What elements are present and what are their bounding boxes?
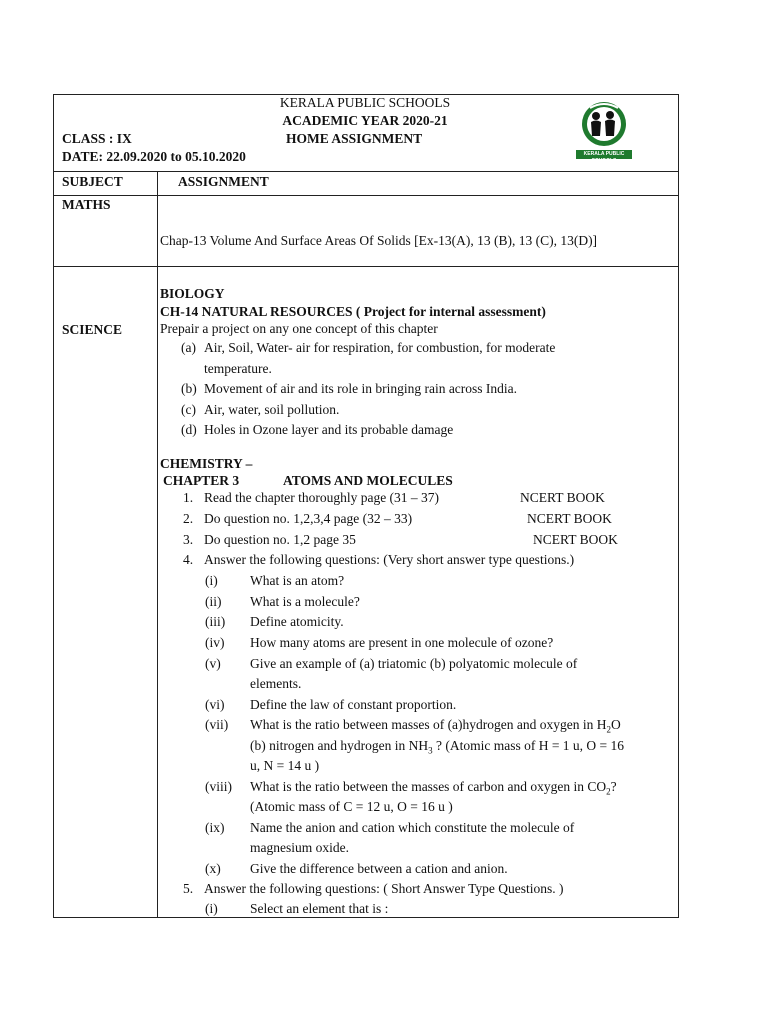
list-item: Movement of air and its role in bringing rain across India.	[204, 381, 518, 396]
list-item-marker: (c)	[181, 402, 196, 417]
subject-science: SCIENCE	[62, 322, 123, 337]
list-item-marker: (d)	[181, 422, 197, 437]
class-label: CLASS : IX	[62, 131, 132, 146]
question-text: (Atomic mass of C = 12 u, O = 16 u )	[250, 799, 453, 814]
task-text: Read the chapter thoroughly page (31 – 37)	[204, 490, 440, 505]
row-divider	[53, 171, 679, 172]
biology-chapter: CH-14 NATURAL RESOURCES ( Project for internal assessment)	[160, 304, 546, 319]
question-number: (viii)	[205, 779, 232, 794]
question-text: magnesium oxide.	[250, 840, 349, 855]
question-number: (i)	[205, 573, 218, 588]
task-text: Do question no. 1,2 page 35	[204, 532, 356, 547]
subject-header: SUBJECT	[62, 174, 123, 189]
question-text-part: What is the ratio between the masses of carbon and oxygen in CO	[250, 779, 607, 794]
question-text: Select an element that is :	[250, 901, 389, 916]
chemistry-chapter-title: ATOMS AND MOLECULES	[283, 473, 453, 488]
academic-year: ACADEMIC YEAR 2020-21	[282, 113, 448, 128]
question-number: (iv)	[205, 635, 225, 650]
question-text: u, N = 14 u )	[250, 758, 320, 773]
list-item: Air, water, soil pollution.	[204, 402, 340, 417]
list-item: Holes in Ozone layer and its probable damage	[204, 422, 454, 437]
chemistry-heading: CHEMISTRY –	[160, 456, 253, 471]
assignment-header: ASSIGNMENT	[178, 174, 269, 189]
question-text: Define atomicity.	[250, 614, 344, 629]
list-item: temperature.	[204, 361, 272, 376]
school-logo	[574, 100, 634, 162]
row-divider	[53, 195, 679, 196]
task-number: 5.	[183, 881, 194, 896]
list-item: Air, Soil, Water- air for respiration, for combustion, for moderate	[204, 340, 556, 355]
logo-caption: KERALA PUBLIC SCHOOLS	[583, 151, 625, 164]
task-text: Answer the following questions: ( Short Answer Type Questions. )	[204, 881, 564, 896]
question-text-part: O	[611, 717, 621, 732]
task-number: 1.	[183, 490, 194, 505]
question-text	[250, 717, 621, 738]
chemistry-chapter: CHAPTER 3	[163, 473, 240, 488]
column-divider	[157, 171, 158, 918]
school-name: KERALA PUBLIC SCHOOLS	[279, 95, 451, 110]
question-text: What is an atom?	[250, 573, 345, 588]
biology-intro: Prepair a project on any one concept of this chapter	[160, 321, 438, 336]
question-text-part: ? (Atomic mass of H = 1 u, O = 16	[432, 738, 625, 753]
biology-heading: BIOLOGY	[160, 286, 225, 301]
question-number: (ix)	[205, 820, 225, 835]
question-text-part: ?	[610, 779, 617, 794]
list-item-marker: (a)	[181, 340, 196, 355]
list-item-marker: (b)	[181, 381, 197, 396]
date-range: DATE: 22.09.2020 to 05.10.2020	[62, 149, 246, 164]
question-text	[250, 779, 617, 800]
question-number: (ii)	[205, 594, 222, 609]
question-text: Give the difference between a cation and anion.	[250, 861, 508, 876]
subject-maths: MATHS	[62, 197, 111, 212]
question-text-part: What is the ratio between masses of (a)hydrogen and oxygen in H	[250, 717, 607, 732]
question-text	[250, 738, 624, 759]
task-book: NCERT BOOK	[520, 490, 605, 505]
row-divider	[53, 266, 679, 267]
task-book: NCERT BOOK	[533, 532, 618, 547]
question-text: Name the anion and cation which constitute the molecule of	[250, 820, 575, 835]
task-text: Answer the following questions: (Very short answer type questions.)	[204, 552, 575, 567]
question-number: (vi)	[205, 697, 225, 712]
task-text: Do question no. 1,2,3,4 page (32 – 33)	[204, 511, 413, 526]
question-text: Define the law of constant proportion.	[250, 697, 457, 712]
task-number: 4.	[183, 552, 194, 567]
subscript: 3	[428, 745, 433, 756]
home-assignment-title: HOME ASSIGNMENT	[286, 131, 423, 146]
question-number: (vii)	[205, 717, 229, 732]
question-text: What is a molecule?	[250, 594, 360, 609]
question-text-part: (b) nitrogen and hydrogen in NH	[250, 738, 429, 753]
task-number: 3.	[183, 532, 194, 547]
question-text: Give an example of (a) triatomic (b) polyatomic molecule of	[250, 656, 578, 671]
question-text: How many atoms are present in one molecule of ozone?	[250, 635, 554, 650]
maths-assignment: Chap-13 Volume And Surface Areas Of Solids [Ex-13(A), 13 (B), 13 (C), 13(D)]	[160, 233, 598, 248]
question-number: (x)	[205, 861, 221, 876]
subscript: 2	[606, 786, 611, 797]
question-number: (iii)	[205, 614, 226, 629]
question-text: elements.	[250, 676, 302, 691]
question-number: (v)	[205, 656, 221, 671]
subscript: 2	[606, 724, 612, 735]
question-number: (i)	[205, 901, 218, 916]
task-book: NCERT BOOK	[527, 511, 612, 526]
task-number: 2.	[183, 511, 194, 526]
